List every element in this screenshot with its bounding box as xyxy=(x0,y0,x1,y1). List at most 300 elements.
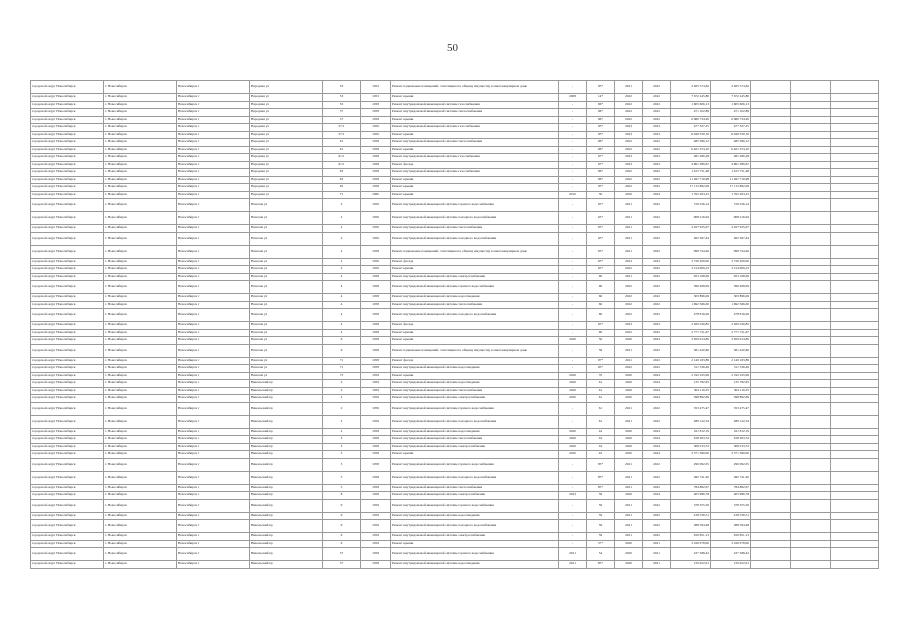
empty-cell xyxy=(791,533,831,541)
table-cell: городской округ Новосибирск xyxy=(31,322,104,330)
table-cell: Новосибирск г xyxy=(177,548,250,561)
table-cell: 2022 xyxy=(615,266,643,274)
table-cell: Ремонт внутридомовой инженерной системы холодного водоснабжения xyxy=(391,471,559,484)
empty-cell xyxy=(831,415,879,428)
table-cell: Народная ул xyxy=(250,116,323,124)
table-cell: Нансена ул xyxy=(250,301,323,309)
table-cell: г. Новосибирск xyxy=(104,322,177,330)
table-cell: 95* xyxy=(587,124,615,132)
table-cell: 485 366,12 xyxy=(711,139,751,147)
table-row xyxy=(31,387,879,395)
table-cell: 2022 xyxy=(643,301,671,309)
table-cell: Новосибирск г xyxy=(177,281,250,294)
table-row xyxy=(31,540,879,548)
table-cell: 59 xyxy=(587,533,615,541)
table-cell: 135 782,95 xyxy=(711,380,751,388)
empty-cell xyxy=(751,540,791,548)
table-cell: 353 475,47 xyxy=(671,402,711,415)
table-row xyxy=(31,458,879,471)
table-cell: 37 xyxy=(323,561,361,569)
table-cell: Нансена ул xyxy=(250,337,323,345)
table-cell: Новосибирск г xyxy=(177,415,250,428)
table-cell: Новосибирск г xyxy=(177,520,250,533)
table-cell: 2021 xyxy=(559,561,587,569)
table-cell: 618 203,34 xyxy=(711,436,751,444)
table-cell: 262 367,44 xyxy=(711,232,751,245)
empty-cell xyxy=(751,471,791,484)
table-cell: Народная ул xyxy=(250,176,323,184)
empty-cell xyxy=(791,281,831,294)
table-cell: Новосибирск г xyxy=(177,337,250,345)
empty-cell xyxy=(831,322,879,330)
table-cell: Ремонт внутридомовой инженерной системы теплоснабжения xyxy=(391,484,559,492)
table-cell: 2022 xyxy=(643,329,671,337)
table-cell: 7 672 245,80 xyxy=(711,94,751,102)
table-cell: 71 xyxy=(323,357,361,365)
table-cell: 2023 xyxy=(643,124,671,132)
empty-cell xyxy=(791,451,831,459)
empty-cell xyxy=(831,245,879,258)
table-cell: 85* xyxy=(587,458,615,471)
table-cell: городской округ Новосибирск xyxy=(31,154,104,162)
empty-cell xyxy=(751,344,791,357)
table-cell: городской округ Новосибирск xyxy=(31,451,104,459)
table-cell: - xyxy=(559,131,587,139)
table-cell: Ремонт внутридомовой инженерной системы газоснабжения xyxy=(391,101,559,109)
table-cell: 6 621 374,10 xyxy=(711,146,751,154)
table-cell: Ремонт крыши xyxy=(391,116,559,124)
empty-cell xyxy=(791,94,831,102)
page-number: 50 xyxy=(447,42,458,54)
table-cell: 2 465 574,62 xyxy=(711,81,751,94)
empty-cell xyxy=(751,395,791,403)
table-cell: Новосибирск г xyxy=(177,402,250,415)
table-cell: Новосибирск г xyxy=(177,154,250,162)
table-cell: Новосибирск г xyxy=(177,258,250,266)
table-cell: 61 xyxy=(587,380,615,388)
table-cell: 378 355,59 xyxy=(671,499,711,512)
table-cell: городской округ Новосибирск xyxy=(31,199,104,212)
table-cell: городской округ Новосибирск xyxy=(31,225,104,233)
table-cell: Новосибирск г xyxy=(177,329,250,337)
table-cell: 1959 xyxy=(361,512,391,520)
table-cell: Новосибирск г xyxy=(177,266,250,274)
table-cell: 65* xyxy=(587,212,615,225)
table-cell: 2022 xyxy=(615,169,643,177)
table-cell: 2 726 209,00 xyxy=(711,258,751,266)
table-cell: 2022 xyxy=(615,109,643,117)
table-cell: Новосибирск г xyxy=(177,124,250,132)
table-cell: 65* xyxy=(587,322,615,330)
table-cell: городской округ Новосибирск xyxy=(31,101,104,109)
table-cell: 304 116,25 xyxy=(711,387,751,395)
table-row xyxy=(31,184,879,192)
table-cell: Ремонт крыши xyxy=(391,337,559,345)
empty-cell xyxy=(791,109,831,117)
table-cell: г. Новосибирск xyxy=(104,561,177,569)
empty-cell xyxy=(751,372,791,380)
table-cell: городской округ Новосибирск xyxy=(31,492,104,500)
table-cell: 2024 xyxy=(643,372,671,380)
table-cell: Новосибирск г xyxy=(177,372,250,380)
table-cell: 71 xyxy=(323,365,361,373)
table-cell: 2022 xyxy=(643,245,671,258)
table-cell: Ремонт крыши xyxy=(391,191,559,199)
table-row xyxy=(31,357,879,365)
table-cell: Никольский пр xyxy=(250,436,323,444)
empty-cell xyxy=(751,561,791,569)
table-cell: 14* xyxy=(587,94,615,102)
empty-cell xyxy=(831,176,879,184)
empty-cell xyxy=(751,387,791,395)
table-cell: 4 xyxy=(323,309,361,322)
empty-cell xyxy=(751,199,791,212)
table-cell: 1956 xyxy=(361,212,391,225)
table-cell: 6 621 374,10 xyxy=(671,146,711,154)
table-cell: Ремонт внутридомовой инженерной системы холодного водоснабжения xyxy=(391,309,559,322)
table-cell: Ремонт крыши xyxy=(391,131,559,139)
table-cell: 2023 xyxy=(643,131,671,139)
table-cell: Ремонт внутридомовой инженерной системы электроснабжения xyxy=(391,395,559,403)
table-cell: 1953 xyxy=(361,94,391,102)
table-row xyxy=(31,266,879,274)
empty-cell xyxy=(831,533,879,541)
table-cell: 784 862,07 xyxy=(711,484,751,492)
table-cell: 2023 xyxy=(615,322,643,330)
table-cell: 1 615 751,48 xyxy=(671,169,711,177)
table-cell: 96* xyxy=(587,169,615,177)
table-cell: 60 xyxy=(587,329,615,337)
table-cell: 85* xyxy=(587,484,615,492)
table-cell: 9 xyxy=(323,540,361,548)
empty-cell xyxy=(791,492,831,500)
table-row xyxy=(31,322,879,330)
table-cell: Ремонт подвальных помещений, относящихся к общему имуществу в многоквартирном доме xyxy=(391,344,559,357)
table-cell: 9 xyxy=(323,512,361,520)
table-cell: - xyxy=(559,499,587,512)
table-cell: Новосибирск г xyxy=(177,101,250,109)
empty-cell xyxy=(831,169,879,177)
empty-cell xyxy=(751,169,791,177)
table-cell: 481 280,28 xyxy=(711,154,751,162)
table-cell: г. Новосибирск xyxy=(104,101,177,109)
table-cell: 2024 xyxy=(643,428,671,436)
table-cell: Новосибирск г xyxy=(177,322,250,330)
table-cell: городской округ Новосибирск xyxy=(31,329,104,337)
table-cell: городской округ Новосибирск xyxy=(31,395,104,403)
table-cell: 2022 xyxy=(615,365,643,373)
table-cell: городской округ Новосибирск xyxy=(31,245,104,258)
table-cell: 2022 xyxy=(643,101,671,109)
table-cell: 2021 xyxy=(615,458,643,471)
table-cell: Ремонт внутридомовой инженерной системы газоснабжения xyxy=(391,169,559,177)
table-cell: Новосибирск г xyxy=(177,273,250,281)
table-cell: Новосибирск г xyxy=(177,436,250,444)
table-cell: Новосибирск г xyxy=(177,443,250,451)
table-cell: Нансена ул xyxy=(250,344,323,357)
table-cell: 290 092,05 xyxy=(711,458,751,471)
table-cell: г. Новосибирск xyxy=(104,436,177,444)
empty-cell xyxy=(751,337,791,345)
table-cell: Нансена ул xyxy=(250,258,323,266)
table-cell: городской округ Новосибирск xyxy=(31,512,104,520)
table-cell: Ремонт внутридомовой инженерной системы холодного водоснабжения xyxy=(391,232,559,245)
empty-cell xyxy=(751,139,791,147)
table-cell: 2 620 549,85 xyxy=(671,322,711,330)
table-cell: г. Новосибирск xyxy=(104,337,177,345)
table-cell: г. Новосибирск xyxy=(104,357,177,365)
table-cell: 96* xyxy=(587,101,615,109)
table-cell: 2021 xyxy=(643,548,671,561)
table-cell: городской округ Новосибирск xyxy=(31,212,104,225)
table-cell: городской округ Новосибирск xyxy=(31,365,104,373)
empty-cell xyxy=(791,176,831,184)
table-row xyxy=(31,436,879,444)
empty-cell xyxy=(791,139,831,147)
table-cell: 1958 xyxy=(361,471,391,484)
empty-cell xyxy=(831,451,879,459)
table-cell: Никольский пр xyxy=(250,540,323,548)
table-cell: 2022 xyxy=(643,512,671,520)
table-cell: 399 208,09 xyxy=(711,281,751,294)
table-cell: Никольский пр xyxy=(250,402,323,415)
table-cell: 2024 xyxy=(643,492,671,500)
table-row xyxy=(31,225,879,233)
table-cell: 2020 xyxy=(615,387,643,395)
table-cell: Никольский пр xyxy=(250,415,323,428)
table-cell: 1958 xyxy=(361,428,391,436)
table-cell: Новосибирск г xyxy=(177,512,250,520)
table-cell: 42 xyxy=(587,451,615,459)
table-cell: 42 xyxy=(587,428,615,436)
table-cell: 2022 xyxy=(643,520,671,533)
table-cell: г. Новосибирск xyxy=(104,309,177,322)
empty-cell xyxy=(831,357,879,365)
table-cell: Ремонт крыши xyxy=(391,176,559,184)
table-cell: 2020 xyxy=(615,372,643,380)
table-cell: 582 741,40 xyxy=(711,471,751,484)
table-cell: городской округ Новосибирск xyxy=(31,309,104,322)
table-cell: городской округ Новосибирск xyxy=(31,499,104,512)
table-row xyxy=(31,273,879,281)
table-cell: 2020 xyxy=(559,436,587,444)
table-cell: 2023 xyxy=(615,131,643,139)
empty-cell xyxy=(791,191,831,199)
table-cell: 1 762 263,23 xyxy=(671,191,711,199)
table-cell: 2 xyxy=(323,225,361,233)
table-cell: г. Новосибирск xyxy=(104,402,177,415)
table-row xyxy=(31,365,879,373)
capital-repair-table xyxy=(30,80,879,569)
table-row xyxy=(31,329,879,337)
table-cell: 471 102,89 xyxy=(711,109,751,117)
table-cell: 1956 xyxy=(361,232,391,245)
table-cell: 1959 xyxy=(361,395,391,403)
table-cell: Нансена ул xyxy=(250,199,323,212)
table-row xyxy=(31,395,879,403)
table-cell: 953 168,06 xyxy=(711,273,751,281)
empty-cell xyxy=(751,154,791,162)
table-cell: 1958 xyxy=(361,294,391,302)
table-cell: 50 xyxy=(587,191,615,199)
table-cell: 437 368,42 xyxy=(711,548,751,561)
table-cell: 96* xyxy=(587,139,615,147)
table-cell: Новосибирск г xyxy=(177,191,250,199)
table-cell: Новосибирск г xyxy=(177,94,250,102)
empty-cell xyxy=(831,387,879,395)
table-row xyxy=(31,176,879,184)
table-cell: Никольский пр xyxy=(250,428,323,436)
table-cell: 2022 xyxy=(643,232,671,245)
empty-cell xyxy=(751,184,791,192)
table-cell: 57/1 xyxy=(323,124,361,132)
table-cell: 11 497 710,98 xyxy=(671,176,711,184)
table-cell: Ремонт крыши xyxy=(391,372,559,380)
table-cell: 456 851,13 xyxy=(711,533,751,541)
table-cell: Новосибирск г xyxy=(177,533,250,541)
table-cell: 57/1 xyxy=(323,131,361,139)
table-cell: 42 xyxy=(587,443,615,451)
empty-cell xyxy=(751,266,791,274)
table-cell: 2022 xyxy=(643,484,671,492)
empty-cell xyxy=(831,199,879,212)
table-cell: 2024 xyxy=(643,380,671,388)
table-cell: Ремонт фасада xyxy=(391,161,559,169)
table-cell: - xyxy=(559,344,587,357)
table-cell: 1956 xyxy=(361,225,391,233)
table-cell: 2021 xyxy=(615,402,643,415)
empty-cell xyxy=(831,154,879,162)
empty-cell xyxy=(751,451,791,459)
table-cell: Ремонт внутридомовой инженерной системы горячего водоснабжения xyxy=(391,199,559,212)
table-cell: 262 367,44 xyxy=(671,232,711,245)
table-cell: г. Новосибирск xyxy=(104,212,177,225)
table-cell: 418 536,51 xyxy=(711,512,751,520)
table-cell: городской округ Новосибирск xyxy=(31,484,104,492)
table-cell: Новосибирск г xyxy=(177,139,250,147)
table-cell: 1958 xyxy=(361,154,391,162)
table-cell: 1959 xyxy=(361,402,391,415)
table-cell: городской округ Новосибирск xyxy=(31,344,104,357)
table-cell: 2 457 935,07 xyxy=(711,225,751,233)
table-cell: Никольский пр xyxy=(250,499,323,512)
empty-cell xyxy=(791,81,831,94)
table-cell: г. Новосибирск xyxy=(104,387,177,395)
table-cell: Ремонт внутридомовой инженерной системы теплоснабжения xyxy=(391,301,559,309)
table-row xyxy=(31,443,879,451)
table-cell: 17 115 862,99 xyxy=(671,184,711,192)
empty-cell xyxy=(791,436,831,444)
table-cell: городской округ Новосибирск xyxy=(31,146,104,154)
table-cell: - xyxy=(559,309,587,322)
table-cell: - xyxy=(559,199,587,212)
table-cell: 73 xyxy=(323,372,361,380)
table-row xyxy=(31,533,879,541)
table-cell: 95* xyxy=(587,81,615,94)
empty-cell xyxy=(831,344,879,357)
table-cell: 55 xyxy=(323,101,361,109)
table-cell: 59 xyxy=(587,520,615,533)
table-cell: Никольский пр xyxy=(250,443,323,451)
table-cell: городской округ Новосибирск xyxy=(31,357,104,365)
table-cell: 1958 xyxy=(361,116,391,124)
empty-cell xyxy=(751,402,791,415)
empty-cell xyxy=(791,225,831,233)
table-cell: - xyxy=(559,109,587,117)
table-cell: Новосибирск г xyxy=(177,199,250,212)
table-cell: Ремонт внутридомовой инженерной системы электроснабжения xyxy=(391,533,559,541)
table-cell: Ремонт крыши xyxy=(391,451,559,459)
empty-cell xyxy=(751,428,791,436)
table-cell: 1958 xyxy=(361,146,391,154)
table-cell: 2020 xyxy=(559,395,587,403)
table-cell: Ремонт внутридомовой инженерной системы теплоснабжения xyxy=(391,109,559,117)
table-cell: Новосибирск г xyxy=(177,451,250,459)
empty-cell xyxy=(791,232,831,245)
table-row xyxy=(31,161,879,169)
table-cell: Ремонт внутридомовой инженерной системы холодного водоснабжения xyxy=(391,415,559,428)
table-cell: Ремонт подвальных помещений, относящихся к общему имуществу в многоквартирном доме xyxy=(391,81,559,94)
table-cell: городской округ Новосибирск xyxy=(31,191,104,199)
table-cell: 2 xyxy=(323,402,361,415)
table-cell: Новосибирск г xyxy=(177,169,250,177)
table-cell: 2 xyxy=(323,395,361,403)
table-cell: городской округ Новосибирск xyxy=(31,232,104,245)
table-cell: 953 168,06 xyxy=(671,273,711,281)
table-cell: Ремонт внутридомовой инженерной системы водоотведения xyxy=(391,512,559,520)
empty-cell xyxy=(831,428,879,436)
table-cell: Ремонт внутридомовой инженерной системы водоотведения xyxy=(391,294,559,302)
table-cell: 2022 xyxy=(643,309,671,322)
table-cell: Ремонт внутридомовой инженерной системы водоотведения xyxy=(391,428,559,436)
table-row xyxy=(31,199,879,212)
table-cell: Никольский пр xyxy=(250,380,323,388)
table-cell: Ремонт внутридомовой инженерной системы электроснабжения xyxy=(391,443,559,451)
table-cell: Новосибирск г xyxy=(177,232,250,245)
empty-cell xyxy=(831,161,879,169)
table-cell: г. Новосибирск xyxy=(104,294,177,302)
table-cell: 908 216,94 xyxy=(671,212,711,225)
empty-cell xyxy=(751,101,791,109)
table-cell: Ремонт внутридомовой инженерной системы газоснабжения xyxy=(391,154,559,162)
table-cell: Ремонт фасада xyxy=(391,322,559,330)
table-cell: 1956 xyxy=(361,199,391,212)
empty-cell xyxy=(791,415,831,428)
empty-cell xyxy=(791,258,831,266)
table-cell: 3 xyxy=(323,458,361,471)
table-cell: г. Новосибирск xyxy=(104,116,177,124)
table-cell: 7 672 245,80 xyxy=(671,94,711,102)
table-cell: 2024 xyxy=(643,443,671,451)
table-cell: Никольский пр xyxy=(250,548,323,561)
table-cell: 2023 xyxy=(643,322,671,330)
table-cell: Нансена ул xyxy=(250,245,323,258)
table-cell: Новосибирск г xyxy=(177,81,250,94)
empty-cell xyxy=(751,294,791,302)
table-cell: 161 812,19 xyxy=(671,428,711,436)
empty-cell xyxy=(751,94,791,102)
empty-cell xyxy=(791,499,831,512)
table-cell: - xyxy=(559,365,587,373)
table-cell: 2023 xyxy=(643,154,671,162)
table-cell: 63 xyxy=(323,176,361,184)
table-cell: г. Новосибирск xyxy=(104,499,177,512)
empty-cell xyxy=(791,161,831,169)
table-cell: городской округ Новосибирск xyxy=(31,258,104,266)
table-cell: 61 xyxy=(587,395,615,403)
table-cell: Ремонт внутридомовой инженерной системы электроснабжения xyxy=(391,273,559,281)
table-cell: 1958 xyxy=(361,365,391,373)
